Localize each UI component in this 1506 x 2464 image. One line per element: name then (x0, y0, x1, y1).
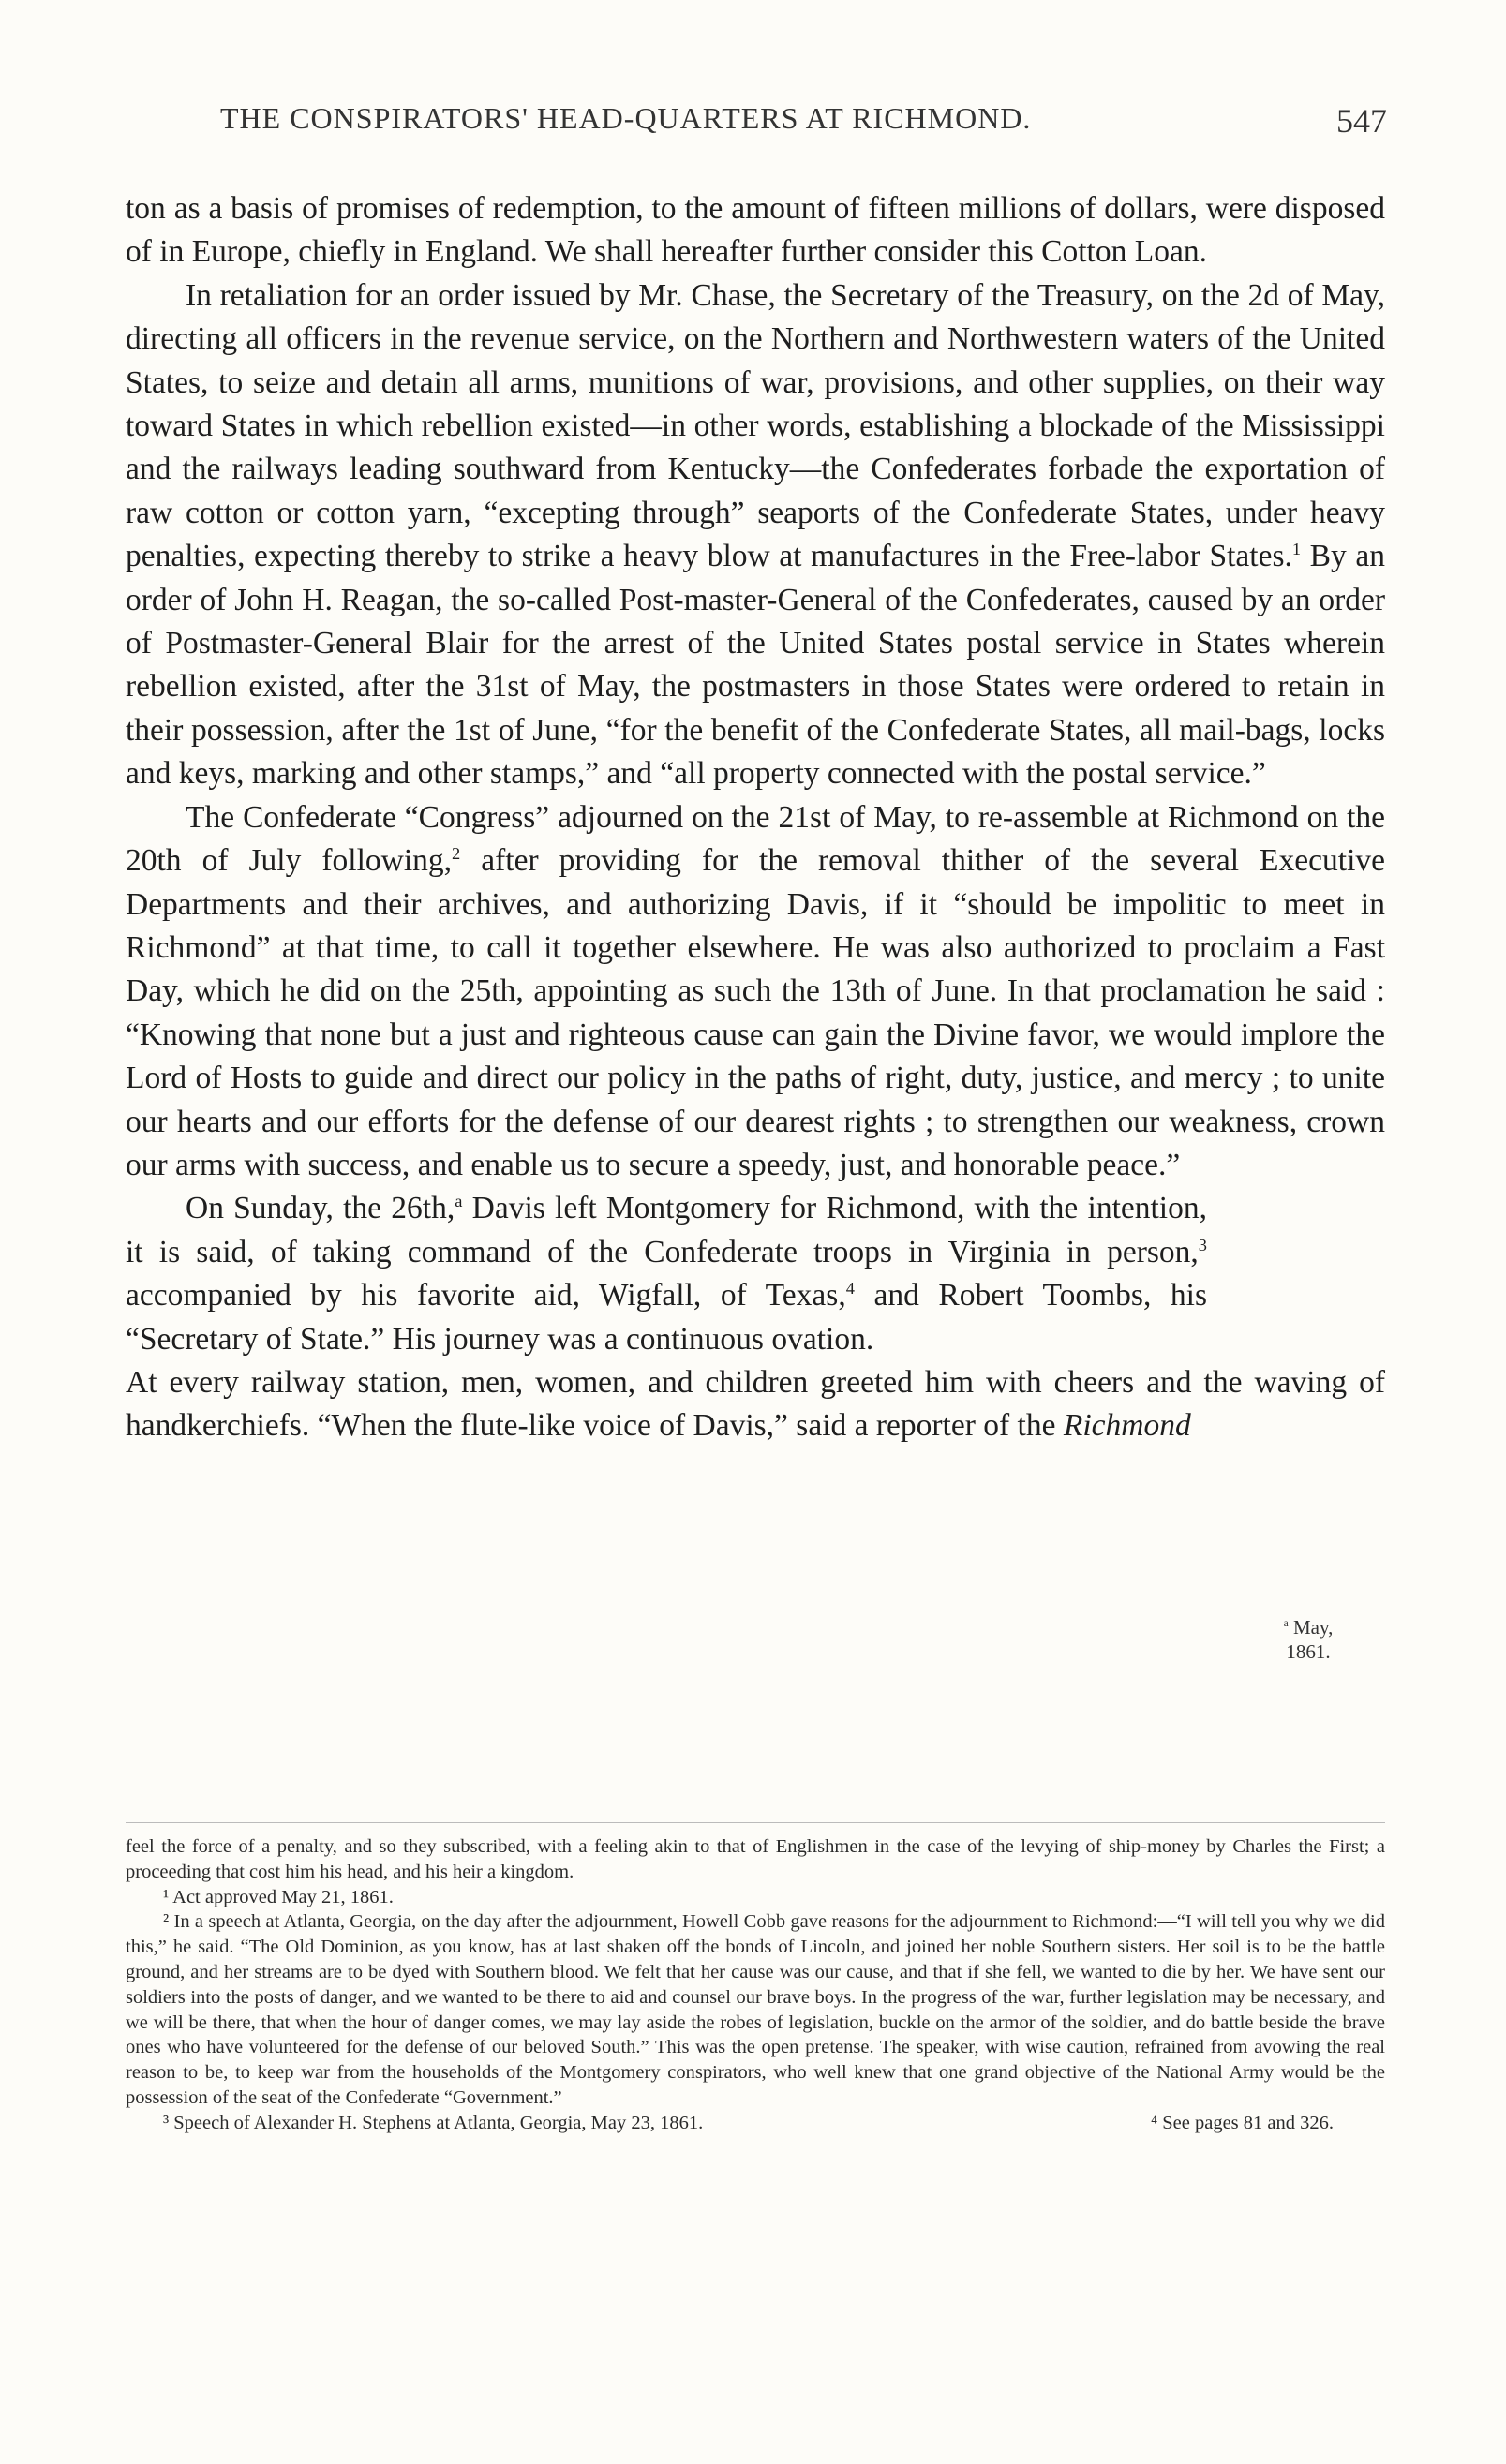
paragraph-2 (126, 275, 1385, 796)
paragraph-1-text: ton as a basis of promises of redemption, to the amount of fifteen millions of dollars, were disposed of in Europe, chiefly in England. We shall hereafter further consider this Cotton Loan. (126, 191, 1385, 270)
paragraph-4-continued (126, 1361, 1385, 1448)
paragraph-4-text-e: At every railway station, men, women, and children greeted him with cheers and the waving of handkerchiefs. “When the flute-like voice of Davis,” said a reporter of the (126, 1364, 1385, 1444)
paragraph-2-text-b: By an order of John H. Reagan, the so-called Post-master-General of the Confederates, caused by an order of Postmaster-General Blair for the arrest of the United States postal service in States wherein rebellion existed, after the 31st of May, the postmasters in those States were ordered to retain in their possession, after the 1st of June, “for the benefit of the Confederate States, all mail-bags, locks and keys, marking and other stamps,” and “all property connected with the postal service.” (126, 539, 1385, 792)
paragraph-4-text-d: and Robert Toombs, his “Secretary of State.” His journey was a continuous ovation. (126, 1278, 1207, 1357)
footnote-ref-2: 2 (452, 843, 461, 863)
margin-date-year: 1861. (1286, 1640, 1331, 1663)
margin-date-month: May, (1293, 1616, 1334, 1639)
margin-date-note (1252, 1615, 1364, 1664)
page-number: 547 (1336, 102, 1387, 140)
footnote-continuation: feel the force of a penalty, and so they subscribed, with a feeling akin to that of Englishmen in the case of the levying of ship-money by Charles the First; a proceeding that cost him his head, and his heir a kingdom. (126, 1836, 1385, 1882)
footnote-divider (126, 1822, 1385, 1823)
paragraph-3 (126, 796, 1385, 1188)
footnotes (126, 1834, 1385, 2136)
footnote-1: ¹ Act approved May 21, 1861. (163, 1886, 394, 1907)
margin-note-marker: a (1283, 1618, 1289, 1629)
paragraph-4-text-c: accompanied by his favorite aid, Wigfall, of Texas, (126, 1278, 846, 1314)
paragraph-4-text-b: Davis left Montgomery for Richmond, with the intention, it is said, of taking command of the Confederate troops in Virginia in person, (126, 1191, 1207, 1269)
paragraph-3-text-a: The Confederate “Congress” adjourned on the 21st of May, to re-assemble at Richmond on the 20th of July following, (126, 799, 1385, 879)
footnote-ref-4: 4 (845, 1279, 855, 1298)
paragraph-1 (126, 187, 1385, 275)
running-title: THE CONSPIRATORS' HEAD-QUARTERS AT RICHMOND. (220, 101, 1032, 135)
main-text (126, 187, 1385, 1448)
footnote-3: ³ Speech of Alexander H. Stephens at Atlanta, Georgia, May 23, 1861. (163, 2112, 704, 2133)
paragraph-3-text-b: after providing for the removal thither of the several Executive Departments and their archives, and authorizing Davis, if it “should be impolitic to meet in Richmond” at that time, to call it together elsewhere. He was also authorized to proclaim a Fast Day, which he did on the 25th, appointing as such the 13th of June. In that proclamation he said : “Knowing that none but a just and righteous cause can gain the Divine favor, we would implore the Lord of Hosts to guide and direct our policy in the paths of right, duty, justice, and mercy ; to unite our hearts and our efforts for the defense of our dearest rights ; to strengthen our weakness, crown our arms with success, and enable us to secure a speedy, just, and honorable peace.” (126, 843, 1385, 1182)
paragraph-2-text-a: In retaliation for an order issued by Mr. Chase, the Secretary of the Treasury, on the 2d of May, directing all officers in the revenue service, on the Northern and Northwestern waters of the United States, to seize and detain all arms, munitions of war, provisions, and other supplies, on their way toward States in which rebellion existed—in other words, establishing a blockade of the Mississippi and the railways leading southward from Kentucky—the Confederates forbade the exportation of raw cotton or cotton yarn, “excepting through” seaports of the Confederate States, under heavy penalties, expecting thereby to strike a heavy blow at manufactures in the Free-labor States. (126, 277, 1385, 574)
footnote-4: ⁴ See pages 81 and 326. (1150, 2112, 1334, 2133)
paragraph-4-text-a: On Sunday, the 26th, (186, 1191, 455, 1226)
paragraph-4 (126, 1187, 1207, 1361)
paragraph-4-italic: Richmond (1063, 1408, 1191, 1444)
footnote-ref-1: 1 (1291, 540, 1302, 559)
footnote-2: ² In a speech at Atlanta, Georgia, on the day after the adjournment, Howell Cobb gave reasons for the adjournment to Richmond:—“I will tell you why we did this,” he said. “The Old Dominion, as you know, has at last shaken off the bonds of Lincoln, and joined her noble Southern sisters. Her soil is to be the battle ground, and her streams are to be dyed with Southern blood. We felt that her cause was our cause, and that if she fell, we wanted to die by her. We have sent our soldiers into the posts of danger, and we wanted to be there to aid and counsel our brave boys. In the progress of the war, further legislation may be necessary, and we will be there, that when the hour of danger comes, we may lay aside the robes of legislation, buckle on the armor of the soldier, and do battle beside the brave ones who have volunteered for the defense of our beloved South.” This was the open pretense. The speaker, with wise caution, refrained from avowing the real reason to be, to keep war from the households of the Montgomery conspirators, who well knew that one grand objective of the National Army would be the possession of the seat of the Confederate “Government.” (126, 1911, 1385, 2108)
margin-date-line-1 (1252, 1615, 1364, 1640)
margin-ref-a: a (455, 1192, 463, 1211)
running-header (187, 101, 1387, 148)
footnote-row-3-4 (126, 2111, 1385, 2136)
footnote-ref-3: 3 (1198, 1235, 1207, 1254)
